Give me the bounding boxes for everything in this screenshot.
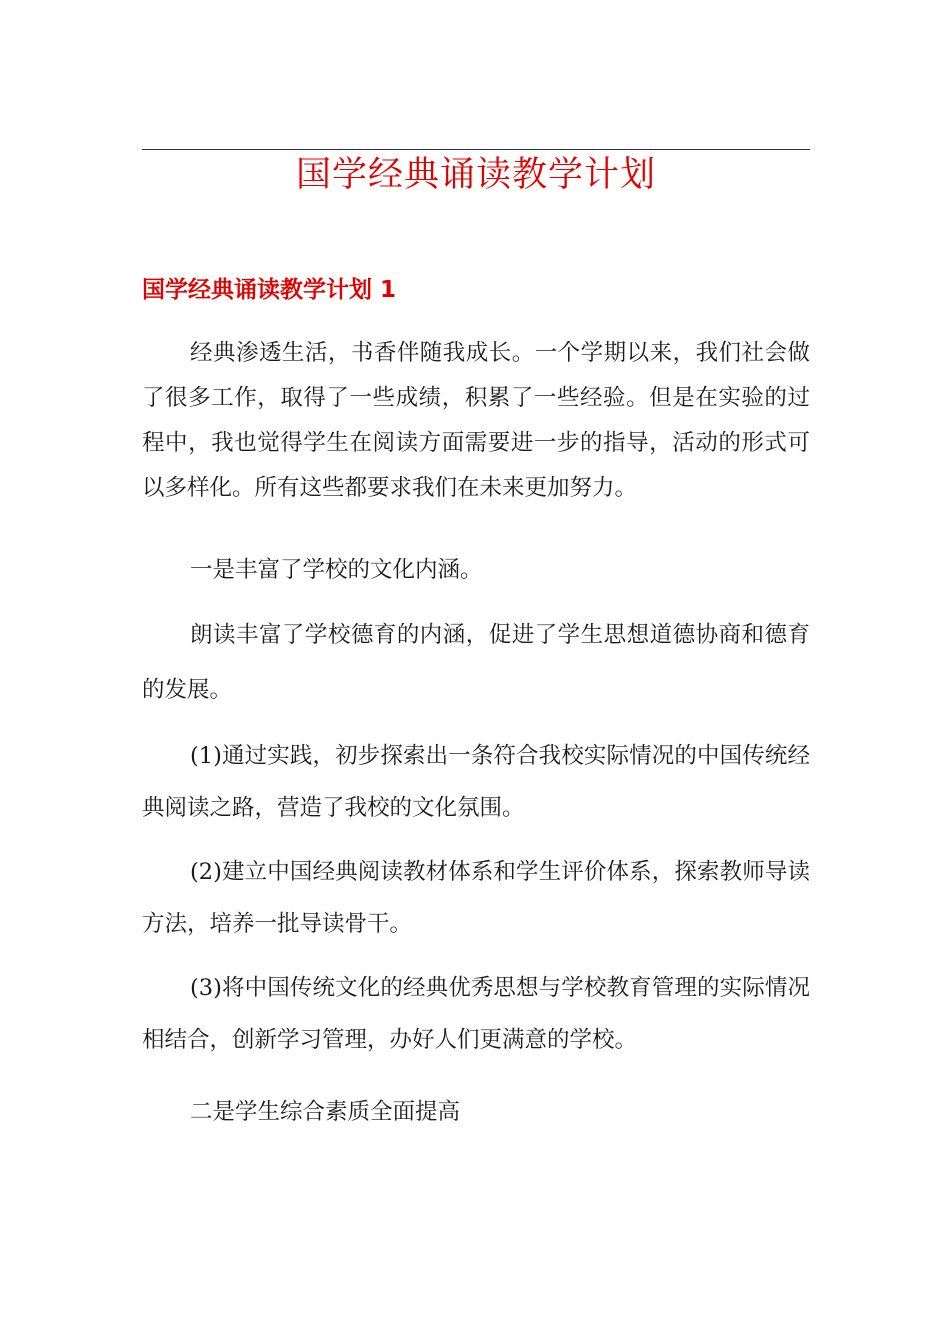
paragraph-intro: 经典渗透生活，书香伴随我成长。一个学期以来，我们社会做了很多工作，取得了一些成绩，积累了一些经验。但是在实验的过程中，我也觉得学生在阅读方面需要进一步的指导，活动的形式可以多样化。所有这些都要求我们在未来更加努力。 [142, 340, 810, 501]
document-title: 国学经典诵读教学计划 [295, 155, 656, 195]
paragraph-moral-education: 朗读丰富了学校德育的内涵，促进了学生思想道德协商和德育的发展。 [142, 622, 810, 703]
paragraph-item-1: (1)通过实践，初步探索出一条符合我校实际情况的中国传统经典阅读之路，营造了我校的文化氛围。 [142, 743, 810, 821]
section-heading: 国学经典诵读教学计划 1 [142, 277, 397, 303]
paragraph-point-two: 二是学生综合素质全面提高 [190, 1099, 461, 1125]
paragraph-point-one: 一是丰富了学校的文化内涵。 [190, 557, 483, 583]
paragraph-item-3: (3)将中国传统文化的经典优秀思想与学校教育管理的实际情况相结合，创新学习管理，办好人们更满意的学校。 [142, 975, 810, 1053]
paragraph-item-2: (2)建立中国经典阅读教材体系和学生评价体系，探索教师导读方法，培养一批导读骨干。 [142, 859, 810, 937]
